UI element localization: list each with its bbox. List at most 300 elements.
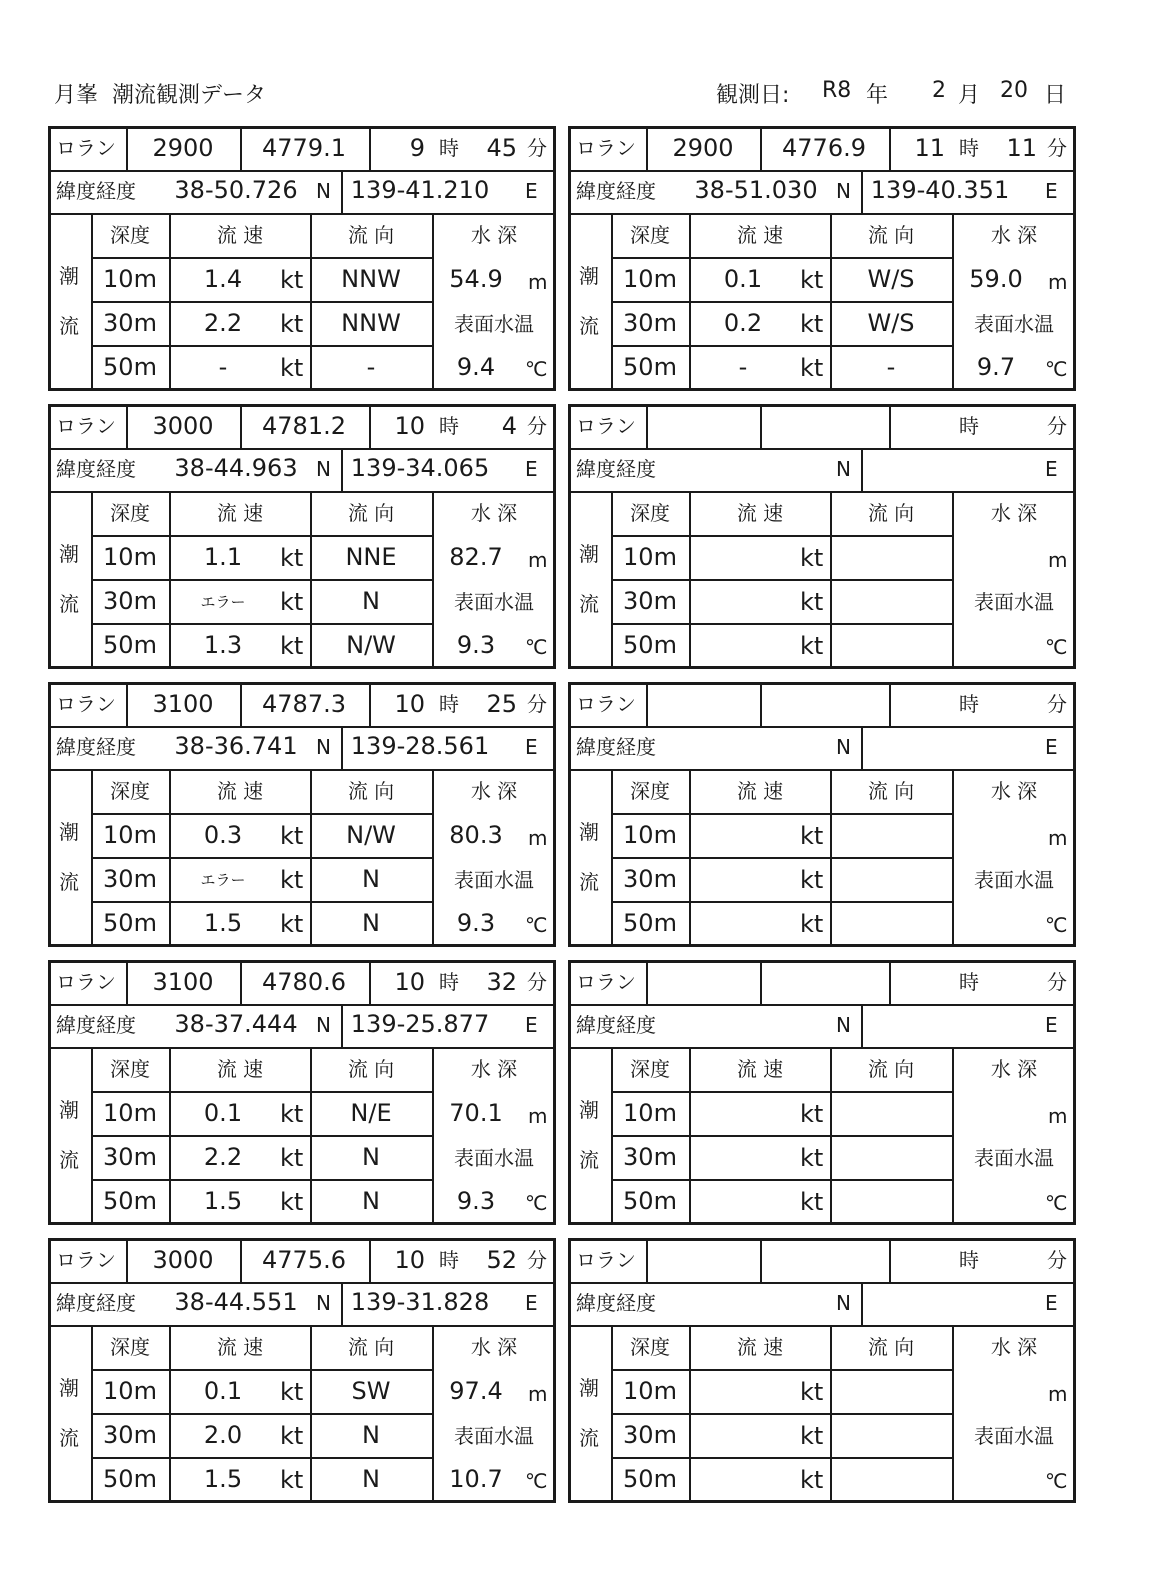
loran-value-a: 3000 xyxy=(152,1246,214,1274)
loran-value-b: 4779.1 xyxy=(262,134,346,162)
hour-label: 時 xyxy=(959,136,979,160)
water-depth-header: 水 深 xyxy=(470,1057,518,1081)
depth-value: 50m xyxy=(103,631,157,659)
table-rule xyxy=(91,1179,433,1181)
latlon-label: 緯度経度 xyxy=(56,457,136,481)
depth-value: 50m xyxy=(103,1187,157,1215)
speed-unit: kt xyxy=(280,632,304,660)
table-rule xyxy=(568,170,1076,172)
celsius-unit: ℃ xyxy=(525,1191,548,1215)
table-rule xyxy=(91,213,93,391)
minute-label: 分 xyxy=(527,970,547,994)
table-rule xyxy=(568,126,571,391)
table-rule xyxy=(432,1325,434,1503)
obs-hour: 10 xyxy=(394,412,425,440)
depth-header: 深度 xyxy=(110,779,150,803)
direction-value: N xyxy=(362,1421,380,1449)
depth-value: 30m xyxy=(623,587,677,615)
celsius-unit: ℃ xyxy=(1045,357,1068,381)
tide-label-bottom: 流 xyxy=(579,314,599,338)
loran-label: ロラン xyxy=(576,692,636,716)
speed-value: 1.5 xyxy=(203,909,243,937)
speed-unit: kt xyxy=(280,1378,304,1406)
hour-label: 時 xyxy=(439,1248,459,1272)
celsius-unit: ℃ xyxy=(525,357,548,381)
date-year-unit: 年 xyxy=(866,83,889,108)
table-rule xyxy=(611,1091,953,1093)
station-card xyxy=(48,126,556,391)
speed-unit: kt xyxy=(280,866,304,894)
depth-value: 10m xyxy=(103,1099,157,1127)
speed-unit: kt xyxy=(280,266,304,294)
table-rule xyxy=(369,1238,371,1282)
table-rule xyxy=(760,682,762,726)
latlon-label: 緯度経度 xyxy=(576,179,656,203)
table-rule xyxy=(369,404,371,448)
speed-unit: kt xyxy=(800,1188,824,1216)
table-rule xyxy=(91,579,433,581)
table-rule xyxy=(48,404,556,407)
table-rule xyxy=(48,682,556,685)
obs-minute: 45 xyxy=(486,134,517,162)
surface-temp-value: 9.3 xyxy=(456,1187,496,1215)
table-rule xyxy=(48,491,556,493)
water-depth-unit: m xyxy=(1048,826,1068,850)
depth-value: 30m xyxy=(103,587,157,615)
tide-label-bottom: 流 xyxy=(579,870,599,894)
latitude-value: 38-50.726 xyxy=(174,176,298,204)
table-rule xyxy=(341,1282,343,1325)
depth-value: 50m xyxy=(623,1187,677,1215)
table-rule xyxy=(169,213,171,391)
direction-header: 流 向 xyxy=(867,779,915,803)
speed-unit: kt xyxy=(280,1466,304,1494)
table-rule xyxy=(830,491,832,669)
loran-value-b: 4775.6 xyxy=(262,1246,346,1274)
table-rule xyxy=(48,1500,556,1503)
table-rule xyxy=(91,491,93,669)
table-rule xyxy=(48,1325,556,1327)
speed-unit: kt xyxy=(800,1466,824,1494)
table-rule xyxy=(91,257,433,259)
depth-value: 10m xyxy=(103,1377,157,1405)
table-rule xyxy=(240,1238,242,1282)
table-rule xyxy=(553,682,556,947)
surface-temp-label: 表面水温 xyxy=(454,1146,534,1170)
depth-value: 10m xyxy=(103,821,157,849)
table-rule xyxy=(861,1004,863,1047)
water-depth-header: 水 深 xyxy=(990,1057,1038,1081)
direction-value: N/W xyxy=(346,631,396,659)
direction-value: N/E xyxy=(350,1099,392,1127)
obs-minute: 4 xyxy=(501,412,517,440)
celsius-unit: ℃ xyxy=(1045,635,1068,659)
north-label: N xyxy=(836,457,851,481)
speed-header: 流 速 xyxy=(736,1335,784,1359)
depth-value: 10m xyxy=(103,543,157,571)
speed-unit: kt xyxy=(800,1100,824,1128)
north-label: N xyxy=(316,457,331,481)
table-rule xyxy=(646,682,648,726)
longitude-value: 139-41.210 xyxy=(350,176,490,204)
station-card xyxy=(568,126,1076,391)
table-rule xyxy=(1073,682,1076,947)
depth-value: 50m xyxy=(623,1465,677,1493)
hour-label: 時 xyxy=(439,414,459,438)
table-rule xyxy=(568,666,1076,669)
north-label: N xyxy=(316,1013,331,1037)
depth-value: 30m xyxy=(623,865,677,893)
date-month: 2 xyxy=(932,78,946,103)
station-card xyxy=(48,960,556,1225)
water-depth-header: 水 深 xyxy=(470,1335,518,1359)
table-rule xyxy=(48,944,556,947)
loran-label: ロラン xyxy=(56,136,116,160)
minute-label: 分 xyxy=(527,136,547,160)
surface-temp-label: 表面水温 xyxy=(454,590,534,614)
surface-temp-label: 表面水温 xyxy=(454,1424,534,1448)
speed-value: 2.2 xyxy=(203,309,243,337)
latitude-value: 38-44.963 xyxy=(174,454,298,482)
direction-value: NNW xyxy=(341,309,401,337)
latitude-value: 38-51.030 xyxy=(694,176,818,204)
latlon-label: 緯度経度 xyxy=(56,179,136,203)
speed-value: 1.5 xyxy=(203,1465,243,1493)
speed-value: - xyxy=(218,353,228,381)
water-depth-value: 54.9 xyxy=(449,265,503,293)
table-rule xyxy=(611,1047,613,1225)
surface-temp-label: 表面水温 xyxy=(454,868,534,892)
speed-unit: kt xyxy=(800,822,824,850)
table-rule xyxy=(861,1282,863,1325)
depth-value: 30m xyxy=(103,309,157,337)
table-rule xyxy=(91,535,433,537)
table-rule xyxy=(553,960,556,1225)
table-rule xyxy=(689,1047,691,1225)
table-rule xyxy=(952,769,954,947)
loran-value-a: 3100 xyxy=(152,968,214,996)
table-rule xyxy=(830,213,832,391)
surface-temp-value: 9.4 xyxy=(456,353,496,381)
speed-unit: kt xyxy=(800,310,824,338)
table-rule xyxy=(611,301,953,303)
depth-value: 50m xyxy=(103,353,157,381)
document-title: 月峯 潮流観測データ xyxy=(54,83,266,108)
table-rule xyxy=(830,1047,832,1225)
water-depth-header: 水 深 xyxy=(470,501,518,525)
station-card xyxy=(48,404,556,669)
table-rule xyxy=(952,1325,954,1503)
minute-label: 分 xyxy=(527,414,547,438)
table-rule xyxy=(91,1325,93,1503)
table-rule xyxy=(169,491,171,669)
table-rule xyxy=(48,682,51,947)
table-rule xyxy=(889,404,891,448)
speed-unit: kt xyxy=(800,632,824,660)
speed-unit: kt xyxy=(280,310,304,338)
table-rule xyxy=(341,170,343,213)
table-rule xyxy=(568,491,1076,493)
date-day: 20 xyxy=(1000,78,1028,103)
direction-header: 流 向 xyxy=(347,501,395,525)
latlon-label: 緯度経度 xyxy=(56,735,136,759)
loran-label: ロラン xyxy=(56,414,116,438)
table-rule xyxy=(568,448,1076,450)
hour-label: 時 xyxy=(959,692,979,716)
table-rule xyxy=(611,491,613,669)
table-rule xyxy=(568,1238,571,1503)
direction-header: 流 向 xyxy=(867,1057,915,1081)
north-label: N xyxy=(836,735,851,759)
table-rule xyxy=(611,623,953,625)
table-rule xyxy=(568,960,1076,963)
depth-value: 10m xyxy=(623,543,677,571)
table-rule xyxy=(646,126,648,170)
table-rule xyxy=(48,126,51,391)
minute-label: 分 xyxy=(1047,136,1067,160)
depth-value: 30m xyxy=(103,1421,157,1449)
loran-label: ロラン xyxy=(56,692,116,716)
table-rule xyxy=(126,960,128,1004)
loran-label: ロラン xyxy=(576,970,636,994)
speed-value: 2.2 xyxy=(203,1143,243,1171)
depth-value: 10m xyxy=(103,265,157,293)
table-rule xyxy=(48,1282,556,1284)
water-depth-unit: m xyxy=(528,270,548,294)
table-rule xyxy=(861,448,863,491)
depth-header: 深度 xyxy=(110,1335,150,1359)
table-rule xyxy=(760,1238,762,1282)
loran-value-b: 4776.9 xyxy=(782,134,866,162)
table-rule xyxy=(689,769,691,947)
table-rule xyxy=(568,126,1076,129)
table-rule xyxy=(689,491,691,669)
minute-label: 分 xyxy=(1047,414,1067,438)
table-rule xyxy=(952,213,954,391)
station-card xyxy=(48,1238,556,1503)
tide-label-bottom: 流 xyxy=(59,314,79,338)
depth-header: 深度 xyxy=(630,501,670,525)
longitude-value: 139-28.561 xyxy=(350,732,490,760)
table-rule xyxy=(568,726,1076,728)
table-rule xyxy=(646,404,648,448)
depth-header: 深度 xyxy=(110,501,150,525)
water-depth-unit: m xyxy=(528,548,548,572)
table-rule xyxy=(611,1369,953,1371)
speed-header: 流 速 xyxy=(216,779,264,803)
table-rule xyxy=(48,769,556,771)
direction-value: N xyxy=(362,587,380,615)
speed-value: 1.3 xyxy=(203,631,243,659)
table-rule xyxy=(48,126,556,129)
table-rule xyxy=(91,813,433,815)
depth-value: 30m xyxy=(623,1421,677,1449)
tide-label-top: 潮 xyxy=(59,542,79,566)
date-era: R8 xyxy=(822,78,852,103)
tide-label-top: 潮 xyxy=(59,264,79,288)
east-label: E xyxy=(525,735,538,759)
table-rule xyxy=(310,1325,312,1503)
speed-header: 流 速 xyxy=(736,223,784,247)
observation-date-label: 観測日: xyxy=(716,83,790,108)
station-card xyxy=(568,682,1076,947)
tide-label-bottom: 流 xyxy=(59,592,79,616)
north-label: N xyxy=(836,1291,851,1315)
table-rule xyxy=(48,170,556,172)
speed-header: 流 速 xyxy=(736,1057,784,1081)
table-rule xyxy=(611,769,613,947)
tide-label-top: 潮 xyxy=(59,1376,79,1400)
table-rule xyxy=(611,1325,613,1503)
table-rule xyxy=(611,1413,953,1415)
depth-value: 30m xyxy=(103,865,157,893)
water-depth-unit: m xyxy=(528,1104,548,1128)
table-rule xyxy=(952,1047,954,1225)
speed-unit: kt xyxy=(280,822,304,850)
depth-header: 深度 xyxy=(630,779,670,803)
table-rule xyxy=(91,345,433,347)
celsius-unit: ℃ xyxy=(525,1469,548,1493)
table-rule xyxy=(646,1238,648,1282)
table-rule xyxy=(91,1369,433,1371)
tide-label-bottom: 流 xyxy=(59,870,79,894)
loran-value-a: 3100 xyxy=(152,690,214,718)
loran-label: ロラン xyxy=(576,1248,636,1272)
speed-header: 流 速 xyxy=(216,501,264,525)
table-rule xyxy=(568,388,1076,391)
hour-label: 時 xyxy=(959,1248,979,1272)
loran-label: ロラン xyxy=(56,970,116,994)
direction-header: 流 向 xyxy=(867,1335,915,1359)
water-depth-unit: m xyxy=(528,1382,548,1406)
direction-header: 流 向 xyxy=(347,1335,395,1359)
tide-label-bottom: 流 xyxy=(579,592,599,616)
depth-header: 深度 xyxy=(110,1057,150,1081)
obs-minute: 32 xyxy=(486,968,517,996)
station-card xyxy=(568,1238,1076,1503)
speed-value: 0.1 xyxy=(723,265,763,293)
table-rule xyxy=(48,960,556,963)
east-label: E xyxy=(1045,179,1058,203)
speed-value: 1.5 xyxy=(203,1187,243,1215)
table-rule xyxy=(48,1238,51,1503)
longitude-value: 139-31.828 xyxy=(350,1288,490,1316)
table-rule xyxy=(568,960,571,1225)
surface-temp-value: 9.3 xyxy=(456,631,496,659)
table-rule xyxy=(48,448,556,450)
celsius-unit: ℃ xyxy=(1045,913,1068,937)
table-rule xyxy=(48,1047,556,1049)
table-rule xyxy=(369,126,371,170)
table-rule xyxy=(568,1047,1076,1049)
celsius-unit: ℃ xyxy=(525,635,548,659)
latitude-value: 38-44.551 xyxy=(174,1288,298,1316)
date-day-unit: 日 xyxy=(1044,83,1067,108)
direction-value: SW xyxy=(351,1377,391,1405)
water-depth-unit: m xyxy=(1048,1104,1068,1128)
table-rule xyxy=(553,404,556,669)
direction-value: NNE xyxy=(345,543,397,571)
speed-unit: kt xyxy=(280,588,304,616)
surface-temp-value: 9.3 xyxy=(456,909,496,937)
speed-unit: kt xyxy=(800,1144,824,1172)
loran-value-b: 4781.2 xyxy=(262,412,346,440)
tide-label-bottom: 流 xyxy=(59,1426,79,1450)
depth-value: 10m xyxy=(623,265,677,293)
speed-value: 0.1 xyxy=(203,1377,243,1405)
minute-label: 分 xyxy=(527,692,547,716)
water-depth-value: 80.3 xyxy=(449,821,503,849)
table-rule xyxy=(240,960,242,1004)
table-rule xyxy=(830,769,832,947)
table-rule xyxy=(126,682,128,726)
table-rule xyxy=(91,623,433,625)
depth-value: 10m xyxy=(623,821,677,849)
table-rule xyxy=(126,126,128,170)
speed-value: 0.2 xyxy=(723,309,763,337)
table-rule xyxy=(760,126,762,170)
depth-value: 50m xyxy=(623,631,677,659)
tide-label-top: 潮 xyxy=(579,1376,599,1400)
table-rule xyxy=(568,404,571,669)
speed-value: エラー xyxy=(200,593,246,611)
water-depth-header: 水 深 xyxy=(470,779,518,803)
water-depth-value: 82.7 xyxy=(449,543,503,571)
table-rule xyxy=(568,1282,1076,1284)
table-rule xyxy=(48,726,556,728)
north-label: N xyxy=(316,735,331,759)
speed-header: 流 速 xyxy=(216,223,264,247)
table-rule xyxy=(568,944,1076,947)
longitude-value: 139-25.877 xyxy=(350,1010,490,1038)
table-rule xyxy=(568,1222,1076,1225)
tide-label-bottom: 流 xyxy=(579,1148,599,1172)
station-card xyxy=(568,404,1076,669)
table-rule xyxy=(432,213,434,391)
tide-label-top: 潮 xyxy=(59,1098,79,1122)
table-rule xyxy=(568,682,571,947)
tide-label-top: 潮 xyxy=(579,264,599,288)
surface-temp-label: 表面水温 xyxy=(974,312,1054,336)
water-depth-header: 水 深 xyxy=(990,1335,1038,1359)
direction-header: 流 向 xyxy=(347,223,395,247)
surface-temp-label: 表面水温 xyxy=(974,1146,1054,1170)
tide-label-top: 潮 xyxy=(579,1098,599,1122)
latlon-label: 緯度経度 xyxy=(56,1013,136,1037)
speed-unit: kt xyxy=(800,1378,824,1406)
direction-value: N xyxy=(362,909,380,937)
speed-unit: kt xyxy=(280,354,304,382)
table-rule xyxy=(48,1222,556,1225)
loran-label: ロラン xyxy=(56,1248,116,1272)
table-rule xyxy=(48,666,556,669)
latitude-value: 38-36.741 xyxy=(174,732,298,760)
direction-value: N xyxy=(362,1465,380,1493)
station-card xyxy=(48,682,556,947)
table-rule xyxy=(689,213,691,391)
depth-value: 50m xyxy=(103,1465,157,1493)
water-depth-value: 59.0 xyxy=(969,265,1023,293)
direction-value: N xyxy=(362,1187,380,1215)
depth-value: 30m xyxy=(623,309,677,337)
latlon-label: 緯度経度 xyxy=(576,1291,656,1315)
longitude-value: 139-40.351 xyxy=(870,176,1010,204)
speed-value: エラー xyxy=(200,871,246,889)
table-rule xyxy=(611,901,953,903)
table-rule xyxy=(611,579,953,581)
table-rule xyxy=(91,1413,433,1415)
table-rule xyxy=(310,769,312,947)
